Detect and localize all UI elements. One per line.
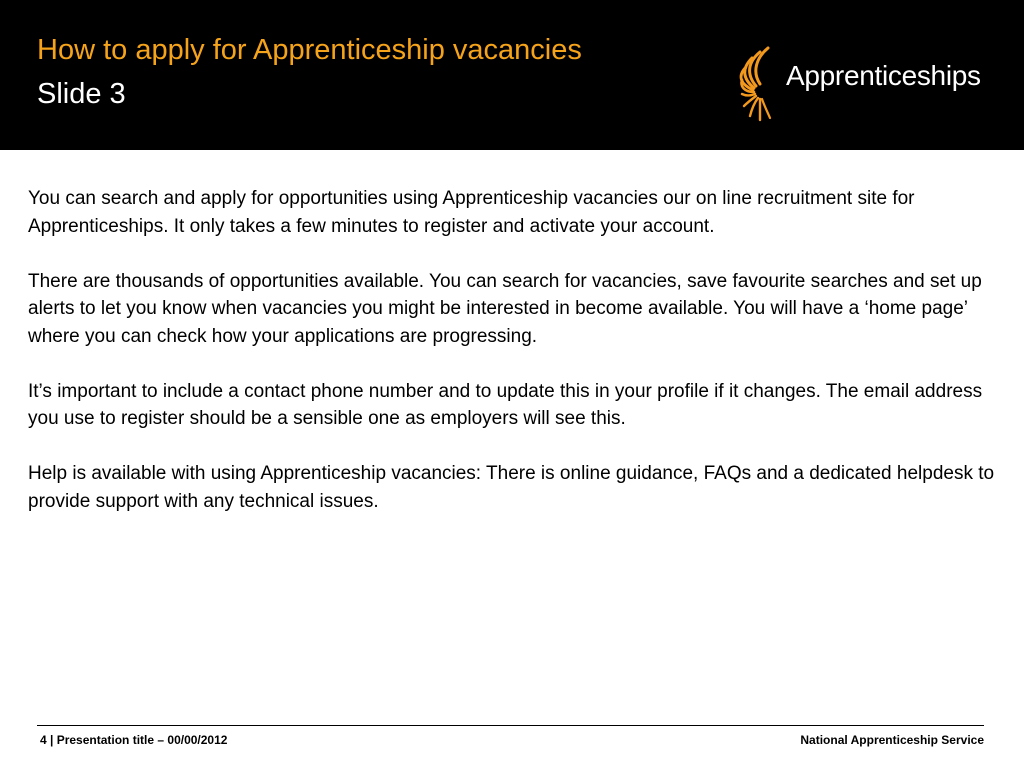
paragraph: It’s important to include a contact phone number and to update this in your profile if it changes. The email address you use to register should be a sensible one as employers will see this. xyxy=(28,380,983,429)
slide-header xyxy=(0,0,1024,150)
logo-wordmark: Apprenticeships xyxy=(786,60,981,91)
paragraph: There are thousands of opportunities available. You can search for vacancies, save favourite searches and set up alerts to let you know when vacancies you might be interested in become available. You will have a ‘home page’ where you can check how your applications are progressing. xyxy=(28,270,982,347)
paragraph: You can search and apply for opportunities using Apprenticeship vacancies our on line recruitment site for Apprenticeships. It only takes a few minutes to register and activate your account. xyxy=(28,188,915,237)
paragraph: Help is available with using Apprenticeship vacancies: There is online guidance, FAQs and a dedicated helpdesk to provide support with any technical issues. xyxy=(28,463,995,512)
apprenticeships-logo xyxy=(738,44,998,122)
slide-body xyxy=(28,185,998,543)
slide-title: How to apply for Apprenticeship vacancies xyxy=(37,34,582,66)
footer-divider xyxy=(37,725,984,726)
footer-slide-info: 4 | Presentation title – 00/00/2012 xyxy=(40,733,228,747)
footer-organisation: National Apprenticeship Service xyxy=(800,733,984,747)
slide-subtitle: Slide 3 xyxy=(37,78,126,110)
sunburst-logo-icon xyxy=(738,44,784,122)
